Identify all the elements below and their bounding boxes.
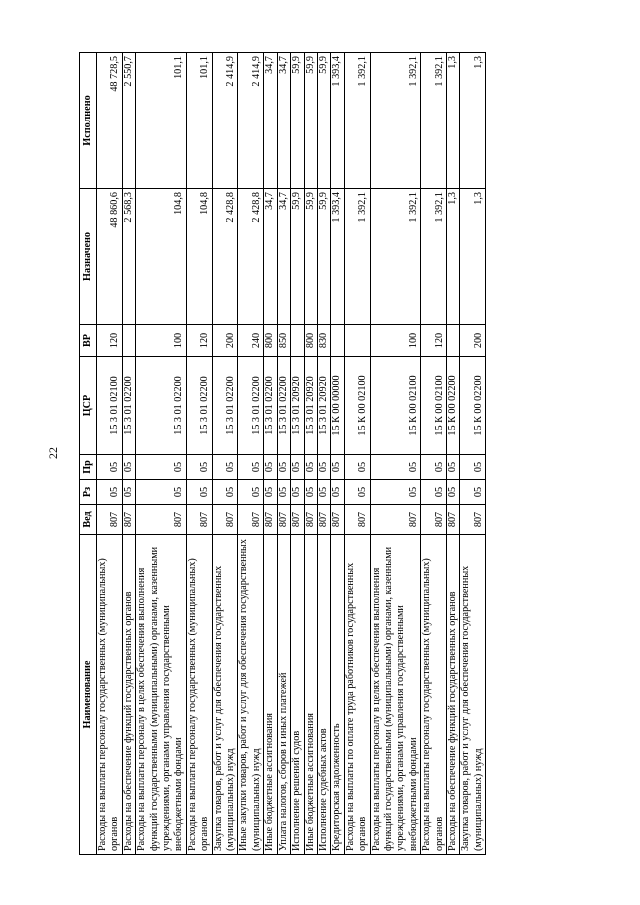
table-row	[136, 53, 187, 855]
cell-executed: 2 550,7	[122, 53, 135, 189]
cell-rz: 05	[136, 480, 187, 505]
header-ved: Вед	[80, 505, 97, 535]
cell-rz: 05	[344, 480, 370, 505]
cell-name: Расходы на обеспечение функций государственных органов	[446, 535, 459, 855]
cell-executed: 59,9	[291, 53, 304, 189]
cell-assigned: 2 568,3	[122, 189, 135, 325]
cell-rz: 05	[446, 480, 459, 505]
cell-csr: 15 3 01 20920	[291, 357, 304, 455]
cell-ved: 807	[212, 505, 238, 535]
cell-pr: 05	[460, 455, 486, 480]
cell-pr: 05	[331, 455, 344, 480]
cell-ved: 807	[264, 505, 277, 535]
table-row	[331, 53, 344, 855]
cell-pr: 05	[136, 455, 187, 480]
cell-pr: 05	[304, 455, 317, 480]
cell-executed: 1 392,1	[370, 53, 421, 189]
cell-ved: 807	[460, 505, 486, 535]
cell-rz: 05	[238, 480, 264, 505]
cell-ved: 807	[186, 505, 212, 535]
cell-executed: 2 414,9	[212, 53, 238, 189]
cell-csr: 15 3 01 20920	[317, 357, 330, 455]
table-row	[344, 53, 370, 855]
cell-pr: 05	[446, 455, 459, 480]
cell-ved: 807	[446, 505, 459, 535]
rotated-table-container	[79, 53, 614, 855]
cell-rz: 05	[370, 480, 421, 505]
cell-csr: 15 К 00 02100	[421, 357, 447, 455]
cell-assigned: 59,9	[317, 189, 330, 325]
cell-pr: 05	[186, 455, 212, 480]
cell-executed: 101,1	[186, 53, 212, 189]
cell-vr	[291, 325, 304, 357]
cell-assigned: 34,7	[277, 189, 290, 325]
cell-name: Расходы на выплаты персоналу государственных (муниципальных) органов	[186, 535, 212, 855]
cell-pr: 05	[291, 455, 304, 480]
cell-rz: 05	[460, 480, 486, 505]
table-row	[291, 53, 304, 855]
cell-assigned: 1,3	[446, 189, 459, 325]
cell-executed: 101,1	[136, 53, 187, 189]
cell-pr: 05	[421, 455, 447, 480]
cell-pr: 05	[317, 455, 330, 480]
cell-executed: 1 392,1	[344, 53, 370, 189]
cell-vr: 200	[212, 325, 238, 357]
table-row	[421, 53, 447, 855]
cell-vr	[331, 325, 344, 357]
table-row	[446, 53, 459, 855]
cell-assigned: 1 392,1	[344, 189, 370, 325]
cell-ved: 807	[344, 505, 370, 535]
cell-name: Расходы на выплаты по оплате труда работников государственных органов	[344, 535, 370, 855]
cell-csr: 15 К 00 00000	[331, 357, 344, 455]
cell-name: Закупка товаров, работ и услуг для обеспечения государственных (муниципальных) нужд	[460, 535, 486, 855]
cell-assigned: 2 428,8	[238, 189, 264, 325]
cell-vr: 120	[186, 325, 212, 357]
cell-vr: 120	[421, 325, 447, 357]
table-row	[212, 53, 238, 855]
page-number: 22	[46, 447, 60, 459]
cell-csr: 15 3 01 02200	[238, 357, 264, 455]
cell-assigned: 59,9	[291, 189, 304, 325]
cell-executed: 1 393,4	[331, 53, 344, 189]
cell-vr: 800	[304, 325, 317, 357]
cell-rz: 05	[277, 480, 290, 505]
cell-executed: 2 414,9	[238, 53, 264, 189]
cell-executed: 34,7	[277, 53, 290, 189]
cell-name: Исполнение судебных актов	[317, 535, 330, 855]
cell-csr: 15 К 00 02200	[460, 357, 486, 455]
cell-executed: 34,7	[264, 53, 277, 189]
cell-pr: 05	[264, 455, 277, 480]
cell-executed: 1,3	[446, 53, 459, 189]
cell-vr: 850	[277, 325, 290, 357]
cell-assigned: 48 860,6	[97, 189, 123, 325]
cell-vr: 100	[136, 325, 187, 357]
cell-pr: 05	[344, 455, 370, 480]
table-row	[238, 53, 264, 855]
cell-name: Расходы на выплаты персоналу в целях обеспечения выполнения функций государственными (муниципальными) органами, казенными учреждениями, органами управления государственными внебюджетными фондами	[136, 535, 187, 855]
table-row	[277, 53, 290, 855]
header-row	[80, 53, 97, 855]
cell-assigned: 1 393,4	[331, 189, 344, 325]
header-name: Наименование	[80, 535, 97, 855]
cell-ved: 807	[136, 505, 187, 535]
cell-ved: 807	[97, 505, 123, 535]
cell-executed: 59,9	[317, 53, 330, 189]
cell-assigned: 104,8	[186, 189, 212, 325]
cell-vr	[446, 325, 459, 357]
cell-csr: 15 К 00 02200	[446, 357, 459, 455]
cell-name: Исполнение решений судов	[291, 535, 304, 855]
cell-executed: 48 728,5	[97, 53, 123, 189]
cell-ved: 807	[277, 505, 290, 535]
cell-assigned: 1 392,1	[370, 189, 421, 325]
header-csr: ЦСР	[80, 357, 97, 455]
cell-pr: 05	[277, 455, 290, 480]
header-executed: Исполнено	[80, 53, 97, 189]
cell-assigned: 1 392,1	[421, 189, 447, 325]
cell-name: Иные бюджетные ассигнования	[264, 535, 277, 855]
cell-pr: 05	[97, 455, 123, 480]
cell-pr: 05	[370, 455, 421, 480]
cell-name: Расходы на обеспечение функций государственных органов	[122, 535, 135, 855]
table-row	[97, 53, 123, 855]
budget-table	[79, 52, 486, 855]
cell-csr: 15 3 01 02100	[97, 357, 123, 455]
header-assigned: Назначено	[80, 189, 97, 325]
cell-ved: 807	[291, 505, 304, 535]
cell-vr: 240	[238, 325, 264, 357]
cell-rz: 05	[212, 480, 238, 505]
cell-ved: 807	[331, 505, 344, 535]
cell-assigned: 1,3	[460, 189, 486, 325]
cell-rz: 05	[291, 480, 304, 505]
cell-ved: 807	[122, 505, 135, 535]
table-body	[97, 53, 486, 855]
cell-vr: 120	[97, 325, 123, 357]
header-vr: ВР	[80, 325, 97, 357]
table-row	[122, 53, 135, 855]
cell-rz: 05	[122, 480, 135, 505]
cell-csr: 15 3 01 02200	[277, 357, 290, 455]
cell-rz: 05	[421, 480, 447, 505]
cell-ved: 807	[304, 505, 317, 535]
cell-name: Расходы на выплаты персоналу государственных (муниципальных) органов	[97, 535, 123, 855]
cell-rz: 05	[264, 480, 277, 505]
table-row	[317, 53, 330, 855]
cell-rz: 05	[331, 480, 344, 505]
cell-ved: 807	[421, 505, 447, 535]
cell-vr	[122, 325, 135, 357]
cell-assigned: 59,9	[304, 189, 317, 325]
cell-csr: 15 К 00 02100	[370, 357, 421, 455]
cell-csr: 15 3 01 02200	[186, 357, 212, 455]
cell-rz: 05	[317, 480, 330, 505]
cell-vr: 200	[460, 325, 486, 357]
cell-name: Уплата налогов, сборов и иных платежей	[277, 535, 290, 855]
cell-pr: 05	[238, 455, 264, 480]
table-row	[370, 53, 421, 855]
cell-name: Кредиторская задолженность	[331, 535, 344, 855]
cell-name: Расходы на выплаты персоналу в целях обеспечения выполнения функций государственными (муниципальными) органами, казенными учреждениями, органами управления государственными внебюджетными фондами	[370, 535, 421, 855]
table-row	[186, 53, 212, 855]
cell-pr: 05	[212, 455, 238, 480]
table-row	[460, 53, 486, 855]
cell-csr: 15 3 01 02200	[136, 357, 187, 455]
cell-vr	[344, 325, 370, 357]
cell-csr: 15 3 01 20920	[304, 357, 317, 455]
cell-assigned: 104,8	[136, 189, 187, 325]
header-pr: Пр	[80, 455, 97, 480]
cell-csr: 15 К 00 02100	[344, 357, 370, 455]
cell-name: Расходы на выплаты персоналу государственных (муниципальных) органов	[421, 535, 447, 855]
cell-assigned: 2 428,8	[212, 189, 238, 325]
cell-rz: 05	[304, 480, 317, 505]
cell-csr: 15 3 01 02200	[212, 357, 238, 455]
cell-rz: 05	[97, 480, 123, 505]
cell-pr: 05	[122, 455, 135, 480]
cell-name: Закупка товаров, работ и услуг для обеспечения государственных (муниципальных) нужд	[212, 535, 238, 855]
table-row	[304, 53, 317, 855]
cell-vr: 800	[264, 325, 277, 357]
header-rz: Рз	[80, 480, 97, 505]
cell-executed: 1 392,1	[421, 53, 447, 189]
cell-csr: 15 3 01 02200	[122, 357, 135, 455]
cell-name: Иные бюджетные ассигнования	[304, 535, 317, 855]
cell-vr: 100	[370, 325, 421, 357]
cell-executed: 59,9	[304, 53, 317, 189]
cell-executed: 1,3	[460, 53, 486, 189]
cell-ved: 807	[317, 505, 330, 535]
cell-vr: 830	[317, 325, 330, 357]
cell-assigned: 34,7	[264, 189, 277, 325]
cell-ved: 807	[238, 505, 264, 535]
cell-rz: 05	[186, 480, 212, 505]
cell-ved: 807	[370, 505, 421, 535]
cell-csr: 15 3 01 02200	[264, 357, 277, 455]
table-row	[264, 53, 277, 855]
cell-name: Иные закупки товаров, работ и услуг для обеспечения государственных (муниципальных) нужд	[238, 535, 264, 855]
